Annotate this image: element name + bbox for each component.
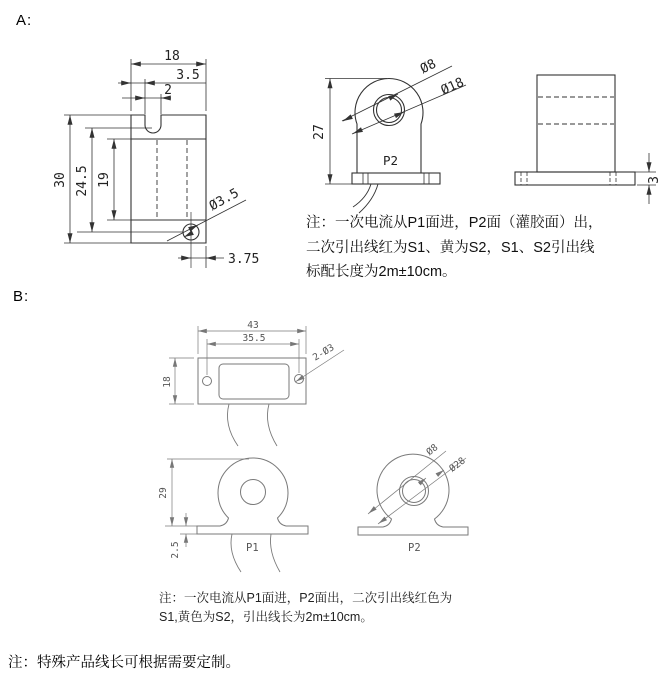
dim-height-29 <box>158 459 249 526</box>
dim-height-24-5 <box>75 128 152 232</box>
dim-outer-dia <box>378 455 468 524</box>
note-line: 标配长度为2m±10cm。 <box>306 264 457 280</box>
wire-lead <box>359 184 378 213</box>
base-flange <box>352 173 440 184</box>
flange-tick <box>363 173 429 184</box>
dim-text: 3 <box>647 176 662 184</box>
flange-tick <box>521 172 616 185</box>
face-label: P1 <box>246 542 259 554</box>
inner-outline <box>219 364 289 399</box>
section-b-drawing <box>158 320 468 572</box>
hole-outer-ring <box>374 95 405 126</box>
section-b-label: B: <box>13 288 30 305</box>
leader-line <box>368 451 446 514</box>
dim-text: 3.75 <box>228 252 260 267</box>
dim-text: 29 <box>158 487 169 499</box>
wire-lead <box>270 534 280 572</box>
dim-text: Ø8 <box>418 56 439 78</box>
dim-text: 2 <box>164 83 172 98</box>
dim-arrow <box>379 519 386 524</box>
dim-outer-dia <box>352 75 466 134</box>
section-a-label: A: <box>16 12 33 29</box>
hole-inner-ring <box>377 98 402 123</box>
a-front-view <box>53 49 259 268</box>
note-line: 注：一次电流从P1面进，P2面出，二次引出线红色为 <box>159 591 453 605</box>
dim-hole-span <box>207 333 299 375</box>
a-p2-view <box>312 57 466 213</box>
dim-text: 2-Ø3 <box>311 342 337 364</box>
dim-height-19 <box>97 139 131 220</box>
dim-arrow <box>369 508 376 514</box>
a-side-view <box>515 75 662 204</box>
face-label: P2 <box>383 153 399 168</box>
body-outline <box>198 358 306 404</box>
dim-height-27 <box>312 79 387 185</box>
dim-arrow <box>437 470 444 475</box>
dim-text: Ø28 <box>447 455 468 475</box>
hole-outer-ring <box>400 477 429 506</box>
section-a-note <box>306 211 666 285</box>
face-label: P2 <box>408 542 421 554</box>
b-p1-view <box>158 458 308 572</box>
b-top-view <box>162 320 344 446</box>
dim-hole-offset <box>178 246 259 268</box>
dim-base-thickness <box>618 153 662 204</box>
dim-base-thickness <box>170 513 197 559</box>
dim-text: 27 <box>312 124 327 140</box>
mounting-hole <box>203 377 212 386</box>
note-line: S1,黄色为S2，引出线长为2m±10cm。 <box>159 609 373 624</box>
b-p2-view <box>358 442 468 554</box>
wire-lead <box>231 534 241 572</box>
section-b-note <box>159 589 539 626</box>
dim-text: 18 <box>162 376 173 388</box>
leader-line <box>342 66 452 121</box>
note-line: 二次引出线红为S1、黄为S2，S1、S2引出线 <box>306 239 595 256</box>
dim-text: 18 <box>164 49 180 64</box>
dim-inner-dia <box>342 57 452 121</box>
body-outline <box>537 75 615 172</box>
bottom-note: 注：特殊产品线长可根据需要定制。 <box>8 655 240 671</box>
dim-depth-18 <box>162 358 194 404</box>
wire-lead <box>267 404 277 446</box>
dim-text: Ø8 <box>424 442 441 458</box>
body-outline <box>131 115 206 243</box>
dim-arrow <box>296 377 303 382</box>
dim-text: 43 <box>247 320 259 331</box>
wire-lead <box>227 404 238 446</box>
dim-arrow <box>343 117 351 121</box>
dim-text: 3.5 <box>176 68 200 83</box>
dim-text: 30 <box>53 172 68 188</box>
dim-text: 24.5 <box>75 165 90 197</box>
dim-text: Ø3.5 <box>206 185 242 215</box>
dim-text: 19 <box>97 172 112 188</box>
dim-text: Ø18 <box>438 75 467 99</box>
note-line: 注：一次电流从P1面进，P2面（灌胶面）出， <box>306 215 603 231</box>
dim-text: 2.5 <box>170 541 181 559</box>
body-outline <box>197 458 308 534</box>
dim-notch-width <box>122 83 172 114</box>
dim-text: 35.5 <box>242 333 266 344</box>
center-hole <box>241 480 266 505</box>
base-flange <box>515 172 635 185</box>
